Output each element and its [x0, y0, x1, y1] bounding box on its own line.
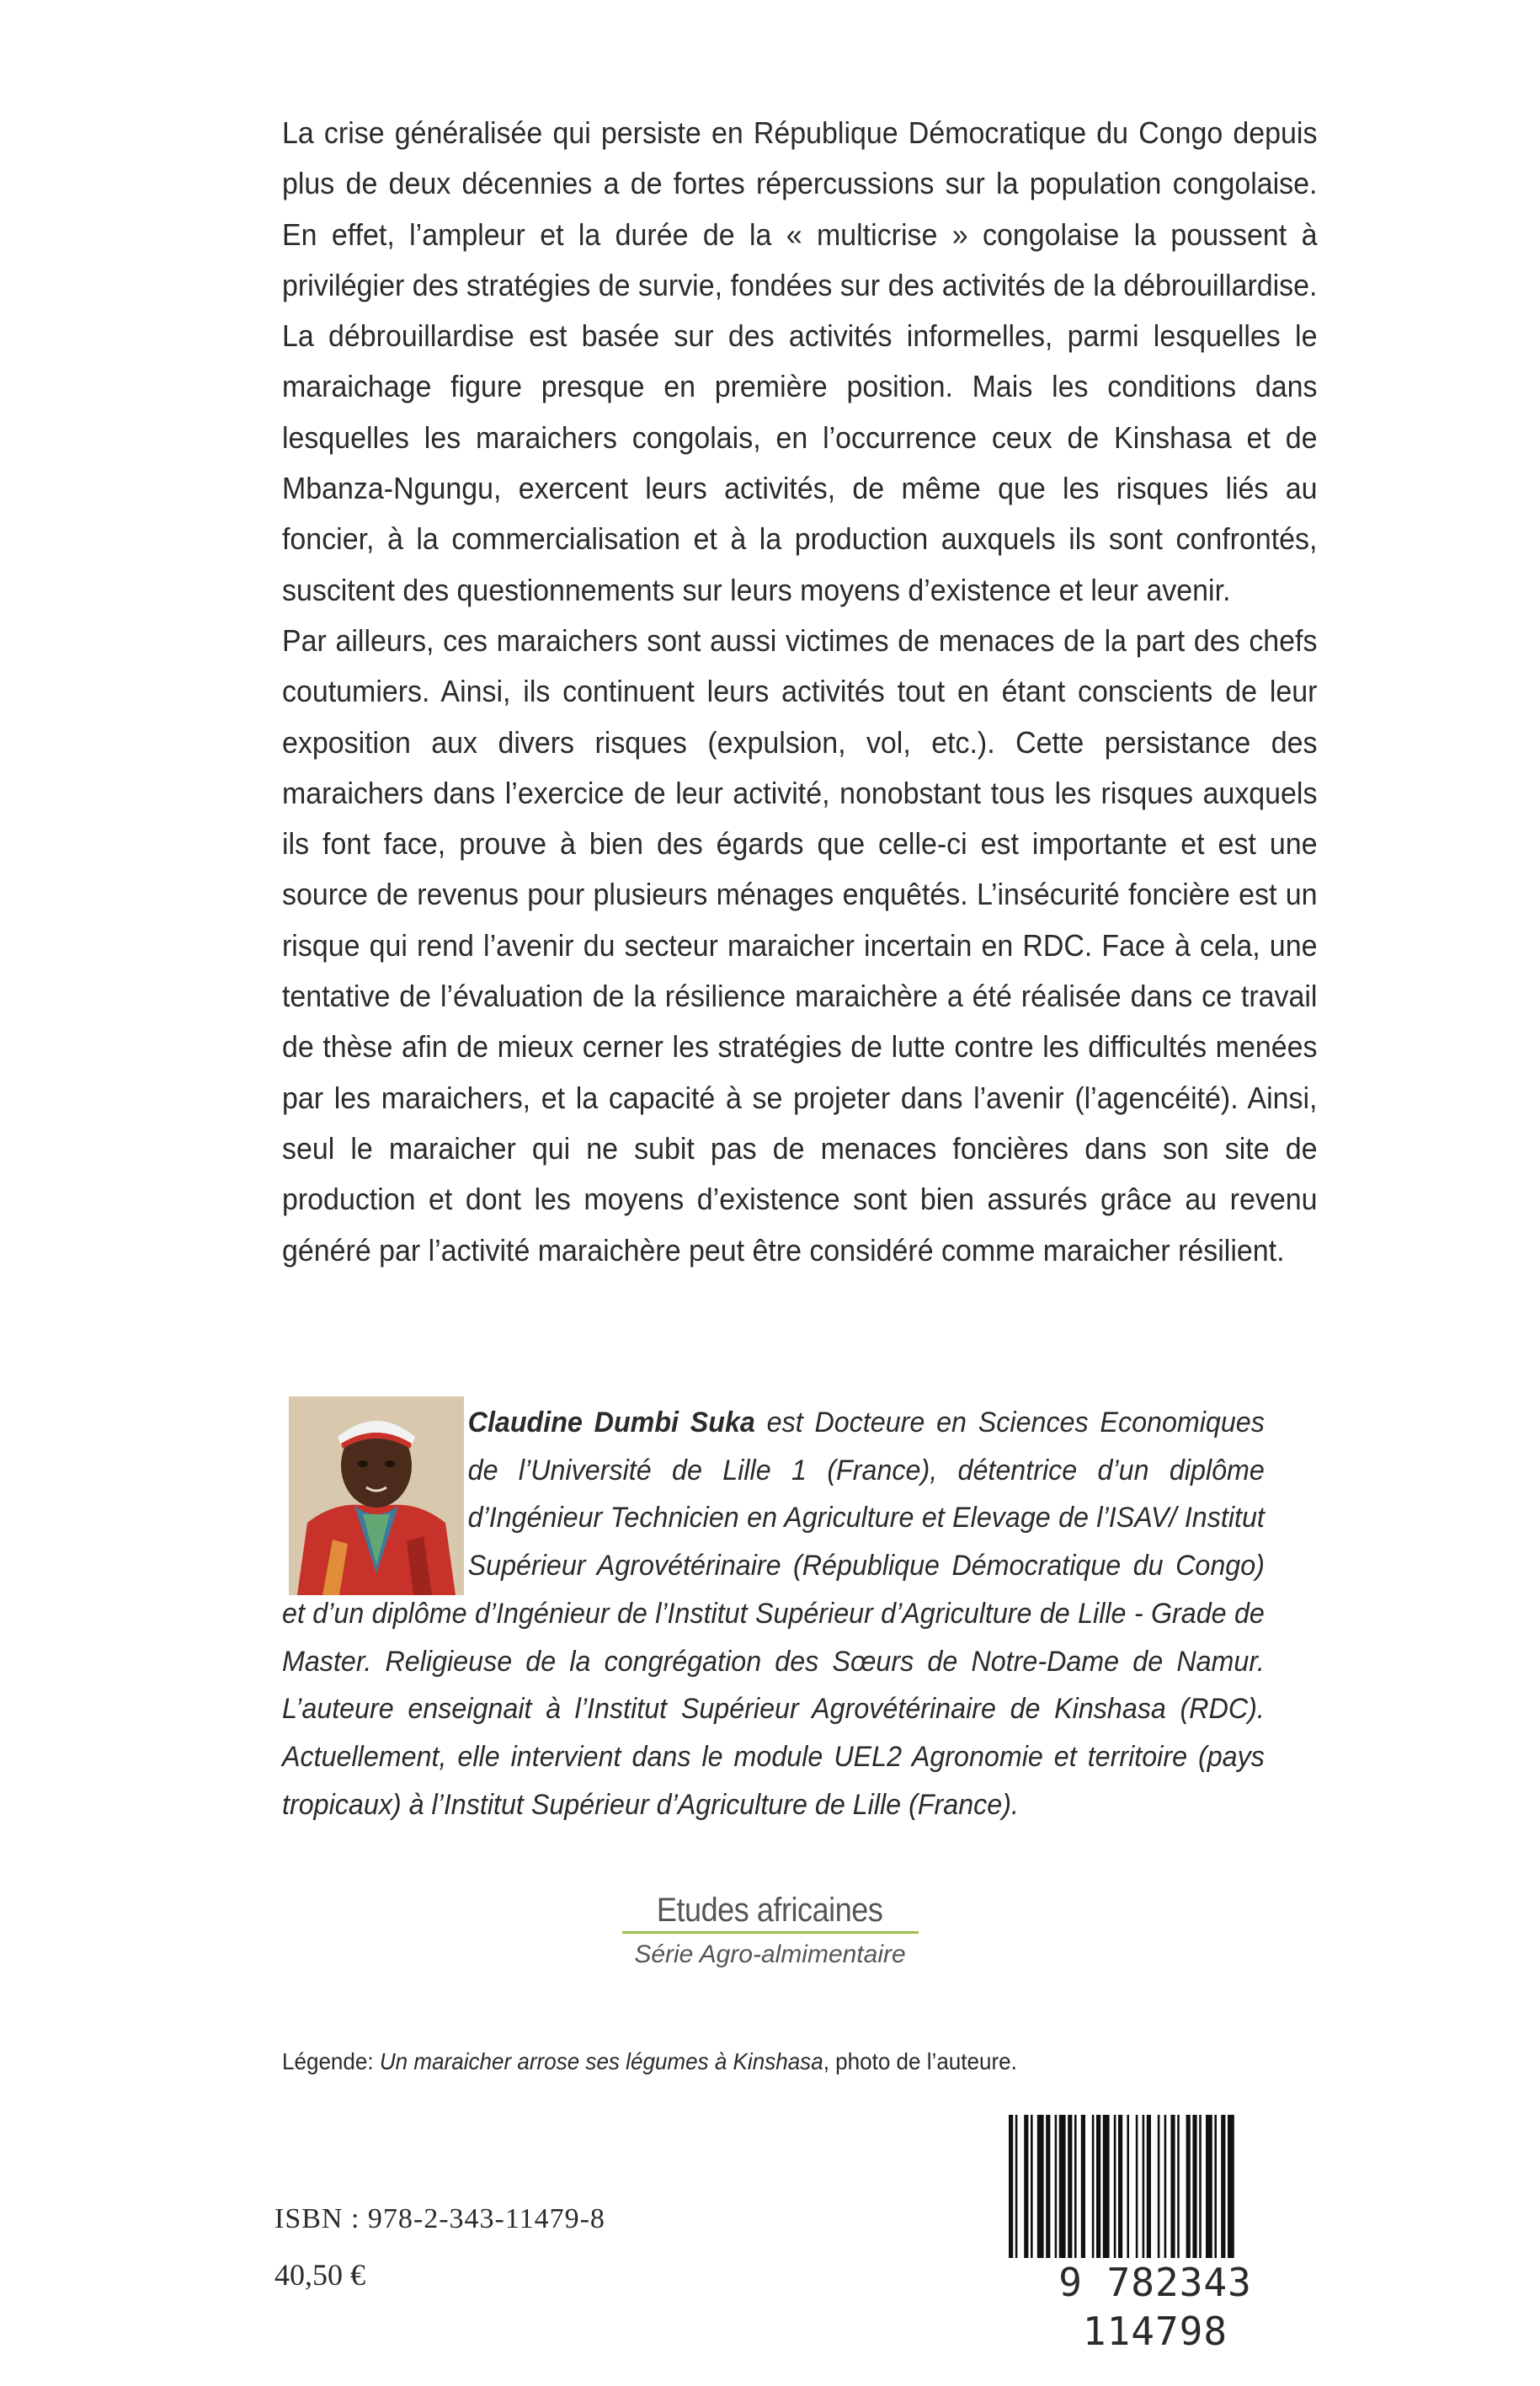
caption-suffix: , photo de l’auteure. — [823, 2048, 1017, 2074]
barcode-bar — [1074, 2115, 1077, 2265]
photo-spacer — [282, 1399, 468, 1584]
barcode-bar — [1143, 2115, 1145, 2265]
barcode-bar — [1059, 2115, 1066, 2265]
barcode-bar — [1031, 2115, 1033, 2265]
series-subtitle: Série Agro-almimentaire — [634, 1940, 906, 1968]
series-divider — [622, 1931, 919, 1934]
barcode-digits: 9 782343 114798 — [1004, 2258, 1307, 2356]
barcode-bar — [1186, 2115, 1191, 2265]
barcode-bar — [1206, 2115, 1212, 2265]
series-block — [0, 1892, 1540, 1969]
barcode-bar — [1081, 2115, 1085, 2265]
caption-italic-text: Un maraicher arrose ses légumes à Kinshasa — [379, 2048, 823, 2074]
barcode-bar — [1214, 2115, 1217, 2265]
summary-text — [282, 108, 1317, 1276]
photo-caption — [282, 2048, 1017, 2075]
barcode-bar — [1055, 2115, 1058, 2265]
barcode-bar — [1103, 2115, 1110, 2265]
barcode-bar — [1092, 2115, 1095, 2265]
bio-text: est Docteure en Sciences Economiques de l’Université de Lille 1 (France), détentrice d’un diplôme d’Ingénieur Technicien en Agriculture et Elevage de l’ISAV/ Institut Supérieur Agrovétérinaire (République Démocratique du Congo) et d’un diplôme d’Ingénieur de l’Institut Supérieur d’Agriculture de Lille - Grade de Master. Religieuse de la congrégation des Sœurs de Notre-Dame de Namur. L’auteure enseignait à l’Institut Supérieur Agrovétérinaire de Kinshasa (RDC). Actuellement, elle intervient dans le module UEL2 Agronomie et territoire (pays tropicaux) à l’Institut Supérieur d’Agriculture de Lille (France). — [282, 1407, 1265, 1821]
barcode-bar — [1147, 2115, 1151, 2265]
barcode-bar — [1127, 2115, 1129, 2265]
barcode-bar — [1199, 2115, 1202, 2265]
barcode-bar — [1024, 2115, 1028, 2265]
series-title: Etudes africaines — [657, 1892, 883, 1929]
barcode-bar — [1009, 2115, 1013, 2265]
barcode-bar — [1136, 2115, 1138, 2265]
barcode-bar — [1177, 2115, 1180, 2265]
summary-paragraph-1: La crise généralisée qui persiste en République Démocratique du Congo depuis plus de deux décennies a de fortes répercussions sur la population congolaise. En effet, l’ampleur et la durée de la « multicrise » congolaise la poussent à privilégier des stratégies de survie, fondées sur des activités de la débrouillardise. La débrouillardise est basée sur des activités informelles, parmi lesquelles le maraichage figure presque en première position. Mais les conditions dans lesquelles les maraichers congolais, en l’occurrence ceux de Kinshasa et de Mbanza-Ngungu, exercent leurs activités, de même que les risques liés au foncier, à la commercialisation et à la production auxquels ils sont confrontés, suscitent des questionnements sur leurs moyens d’existence et leur avenir. — [282, 115, 1318, 607]
summary-paragraph-2: Par ailleurs, ces maraichers sont aussi victimes de menaces de la part des chefs coutumiers. Ainsi, ils continuent leurs activités tout en étant conscients de leur exposition aux divers risques (expulsion, vol, etc.). Cette persistance des maraichers dans l’exercice de leur activité, nonobstant tous les risques auxquels ils font face, prouve à bien des égards que celle-ci est importante et est une source de revenus pour plusieurs ménages enquêtés. L’insécurité foncière est un risque qui rend l’avenir du secteur maraicher incertain en RDC. Face à cela, une tentative de l’évaluation de la résilience maraichère a été réalisée dans ce travail de thèse afin de mieux cerner les stratégies de lutte contre les difficultés menées par les maraichers, et la capacité à se projeter dans l’avenir (l’agencéité). Ainsi, seul le maraicher qui ne subit pas de menaces foncières dans son site de production et dont les moyens d’existence sont bien assurés grâce au revenu généré par l’activité maraichère peut être considéré comme maraicher résilient. — [282, 622, 1318, 1268]
barcode-bar — [1015, 2115, 1018, 2265]
barcode-bar — [1170, 2115, 1175, 2265]
barcode-bar — [1221, 2115, 1225, 2265]
barcode-bar — [1158, 2115, 1160, 2265]
author-biography — [282, 1399, 1265, 1828]
barcode-bar — [1118, 2115, 1122, 2265]
author-name: Claudine Dumbi Suka — [467, 1407, 755, 1439]
barcode-bar — [1114, 2115, 1116, 2265]
barcode-bar — [1228, 2115, 1234, 2265]
price: 40,50 € — [274, 2258, 365, 2292]
barcode-bar — [1096, 2115, 1100, 2265]
caption-label: Légende: — [282, 2048, 380, 2074]
barcode-bar — [1037, 2115, 1044, 2265]
isbn-number: ISBN : 978-2-343-11479-8 — [274, 2203, 605, 2234]
barcode-bar — [1164, 2115, 1167, 2265]
barcode-bar — [1046, 2115, 1050, 2265]
barcode-bar — [1192, 2115, 1196, 2265]
barcode-bar — [1068, 2115, 1072, 2265]
